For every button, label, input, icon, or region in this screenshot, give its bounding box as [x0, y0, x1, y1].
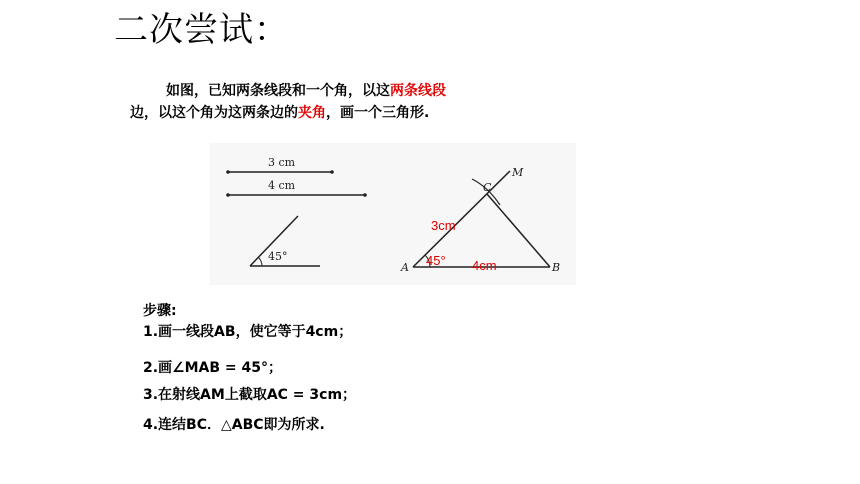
point-b-label: B — [552, 261, 561, 274]
steps-heading: 步骤: — [143, 303, 177, 319]
intro-text-1: 如图，已知两条线段和一个角，以这 — [166, 83, 390, 99]
intro-text-3: ，画一个三角形. — [326, 105, 430, 121]
step-3: 3.在射线AM上截取AC = 3cm； — [143, 387, 357, 403]
segment-3cm-endpoint-right — [330, 170, 334, 174]
point-m-label: M — [512, 166, 524, 179]
problem-statement — [130, 80, 510, 124]
segment-4cm-endpoint-left — [226, 193, 230, 197]
segment-4cm-label: 4 cm — [268, 179, 296, 192]
point-a-label: A — [401, 261, 409, 274]
segment-3cm-label: 3 cm — [268, 156, 296, 169]
intro-highlight-angle: 夹角 — [298, 105, 326, 121]
intro-text-2: 边，以这个角为这两条边的 — [130, 105, 298, 121]
given-angle-label: 45° — [268, 250, 288, 263]
given-angle-arc — [259, 258, 263, 267]
step-4: 4.连结BC．△ABC即为所求. — [143, 417, 325, 433]
segment-3cm-endpoint-left — [226, 170, 230, 174]
construction-figure — [210, 143, 576, 285]
annotation-ac: 3cm — [431, 218, 456, 233]
step-2: 2.画∠MAB = 45°； — [143, 360, 283, 376]
slide-title: 二次尝试： — [114, 10, 289, 50]
intro-highlight-segments: 两条线段 — [390, 83, 446, 99]
side-bc — [487, 194, 550, 267]
point-c-label: C — [483, 181, 492, 194]
segment-4cm-endpoint-right — [363, 193, 367, 197]
step-1: 1.画一线段AB，使它等于4cm； — [143, 324, 353, 340]
annotation-angle: 45° — [426, 253, 446, 268]
figure-svg — [210, 143, 576, 285]
annotation-ab: 4cm — [472, 258, 497, 273]
